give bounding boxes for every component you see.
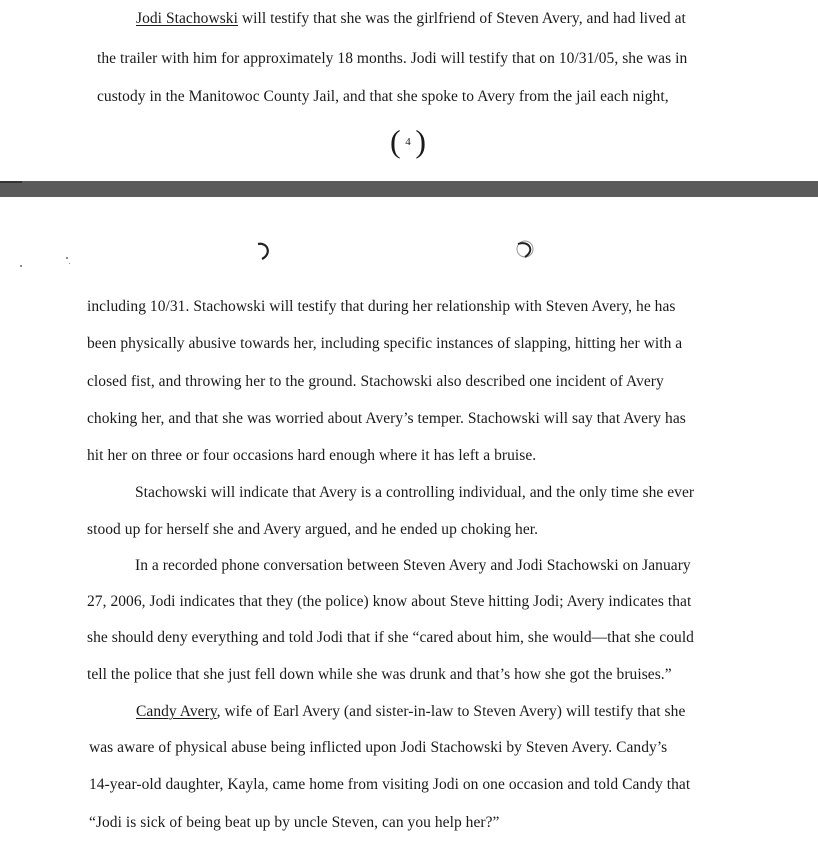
paren-right: ): [415, 123, 426, 159]
text-line: [136, 10, 686, 28]
text-line: Stachowski will indicate that Avery is a controlling individual, and the only time she ever: [135, 484, 695, 501]
text-line: choking her, and that she was worried about Avery’s temper. Stachowski will say that Avery has: [87, 410, 686, 427]
text-line: was aware of physical abuse being inflicted upon Jodi Stachowski by Steven Avery. Candy’s: [89, 739, 668, 756]
paren-left: (: [390, 123, 401, 159]
text-line: been physically abusive towards her, including specific instances of slapping, hitting her with a: [87, 335, 683, 352]
scan-speck: [20, 265, 22, 267]
text-run: will testify that she was the girlfriend of Steven Avery, and had lived at: [237, 10, 686, 27]
text-line: stood up for herself she and Avery argued, and he ended up choking her.: [87, 521, 539, 538]
text-line: she should deny everything and told Jodi that if she “cared about him, she would—that she could: [87, 629, 694, 646]
text-run: , wife of Earl Avery (and sister-in-law to Steven Avery) will testify that she: [216, 703, 686, 720]
page-number: [388, 122, 428, 162]
witness-name: Jodi Stachowski: [136, 10, 238, 27]
text-line: closed fist, and throwing her to the ground. Stachowski also described one incident of Avery: [87, 373, 664, 390]
text-line: “Jodi is sick of being beat up by uncle Steven, can you help her?”: [89, 814, 500, 831]
document-page-top: [0, 0, 818, 181]
text-line: 14-year-old daughter, Kayla, came home from visiting Jodi on one occasion and told Candy that: [89, 776, 691, 793]
scan-speck: [66, 257, 68, 259]
text-line: hit her on three or four occasions hard enough where it has left a bruise.: [87, 447, 537, 464]
text-line: tell the police that she just fell down while she was drunk and that’s how she got the bruises.”: [87, 666, 672, 683]
scan-speck: [69, 263, 70, 264]
text-line: In a recorded phone conversation between Steven Avery and Jodi Stachowski on January: [135, 557, 691, 574]
punch-hole-icon: [514, 238, 536, 260]
document-page-bottom: [0, 197, 818, 850]
text-line: custody in the Manitowoc County Jail, and that she spoke to Avery from the jail each night,: [97, 88, 669, 105]
punch-hole-icon: [252, 240, 274, 262]
page-number-value: 4: [405, 136, 411, 148]
text-line: 27, 2006, Jodi indicates that they (the police) know about Steve hitting Jodi; Avery indicates that: [87, 593, 692, 610]
text-line: the trailer with him for approximately 18 months. Jodi will testify that on 10/31/05, she was in: [97, 50, 688, 67]
text-line: [136, 703, 685, 721]
text-line: including 10/31. Stachowski will testify that during her relationship with Steven Avery, he has: [87, 298, 676, 315]
page-separator: [0, 181, 818, 197]
witness-name: Candy Avery: [136, 703, 217, 720]
